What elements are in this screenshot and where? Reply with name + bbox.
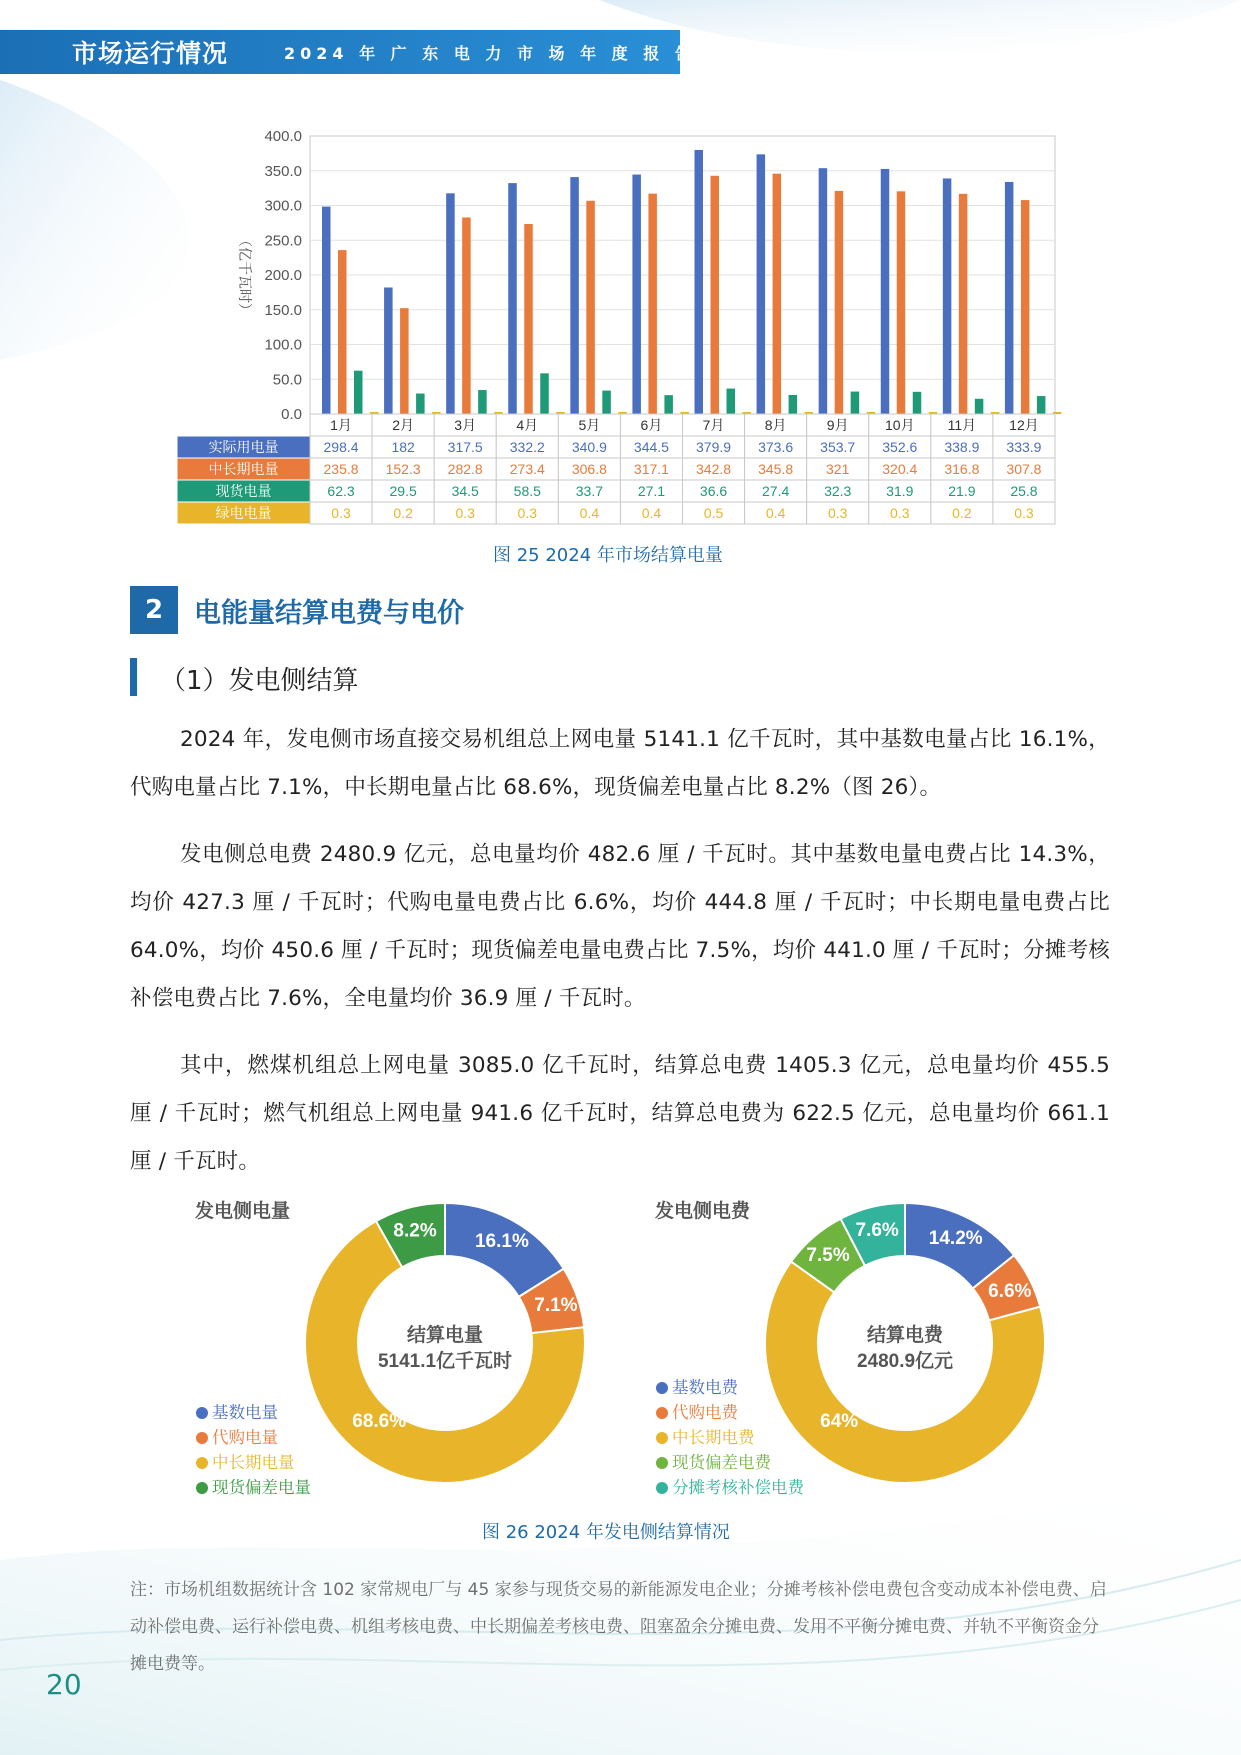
bar-实际用电量-5月: [570, 177, 579, 414]
donut-center-title: 结算电费: [866, 1325, 944, 1346]
legend-entry: 现货偏差电量: [212, 1479, 311, 1497]
bar-实际用电量-12月: [1005, 182, 1014, 414]
bar-中长期电量-6月: [648, 194, 657, 414]
bar-实际用电量-4月: [508, 183, 517, 414]
data-label: 0.3: [455, 505, 475, 521]
paragraph-2: 发电侧总电费 2480.9 亿元，总电量均价 482.6 厘 / 千瓦时。其中基数电量电费占比 14.3%，均价 427.3 厘 / 千瓦时；代购电量电费占比 6.6%，均价 444.8 厘 / 千瓦时；中长期电量电费占比 64.0%，均价 450.6 厘 / 千瓦时；现货偏差电量电费占比 7.5%，均价 441.0 厘 / 千瓦时；分摊考核补偿电费占比 7.6%，全电量均价 36.9 厘 / 千瓦时。: [130, 842, 1110, 1011]
legend-entry: 中长期电量: [208, 461, 279, 477]
legend-entry: 代购电量: [212, 1429, 278, 1447]
bar-实际用电量-10月: [881, 169, 890, 414]
slice-label: 64%: [820, 1411, 859, 1432]
legend-swatch: [196, 1457, 208, 1469]
x-tick-label: 6月: [640, 417, 663, 433]
data-label: 353.7: [820, 439, 856, 455]
bar-中长期电量-10月: [897, 191, 906, 414]
data-label: 320.4: [882, 461, 918, 477]
y-tick-label: 300.0: [264, 197, 302, 215]
bar-中长期电量-12月: [1021, 200, 1030, 414]
data-label: 235.8: [323, 461, 359, 477]
bar-中长期电量-2月: [400, 308, 409, 414]
page-number: 20: [46, 1668, 82, 1701]
generation-energy-donut: [180, 1195, 620, 1505]
legend-swatch: [656, 1382, 668, 1394]
data-label: 36.6: [699, 483, 728, 499]
figure-25-caption: 图 25 2024 年市场结算电量: [493, 545, 723, 566]
legend-entry: 实际用电量: [208, 439, 279, 455]
data-label: 0.4: [641, 505, 662, 521]
data-label: 33.7: [575, 483, 603, 499]
bar-中长期电量-9月: [835, 191, 844, 414]
y-tick-label: 250.0: [264, 232, 302, 250]
data-label: 27.1: [637, 483, 666, 499]
monthly-settlement-chart: [0, 120, 1241, 530]
data-label: 0.2: [393, 505, 413, 521]
bar-实际用电量-9月: [819, 168, 828, 414]
legend-entry: 现货偏差电费: [672, 1454, 771, 1472]
data-label: 0.3: [1014, 505, 1034, 521]
slice-label: 6.6%: [988, 1280, 1032, 1302]
legend-swatch: [656, 1482, 668, 1494]
bar-现货电量-11月: [975, 399, 984, 414]
bar-中长期电量-1月: [338, 250, 347, 414]
data-label: 27.4: [762, 483, 790, 499]
data-label: 273.4: [509, 461, 545, 477]
bar-现货电量-12月: [1037, 396, 1046, 414]
header-report-title: 2024 年 广 东 电 力 市 场 年 度 报 告: [284, 44, 696, 63]
slice-label: 14.2%: [928, 1228, 983, 1250]
slice-label: 16.1%: [474, 1231, 529, 1253]
data-label: 31.9: [886, 483, 914, 499]
y-tick-label: 400.0: [264, 128, 302, 145]
y-tick-label: 100.0: [264, 336, 302, 354]
bar-实际用电量-3月: [446, 193, 455, 414]
legend-entry: 代购电费: [672, 1404, 738, 1422]
bar-中长期电量-3月: [462, 217, 471, 414]
data-label: 352.6: [882, 439, 918, 455]
slice-label: 7.1%: [534, 1295, 578, 1317]
donut-title: 发电侧电量: [195, 1201, 291, 1222]
x-tick-label: 9月: [826, 417, 849, 433]
subsection-marker: [130, 658, 137, 696]
data-label: 306.8: [571, 461, 607, 477]
legend-swatch: [656, 1432, 668, 1444]
data-label: 373.6: [758, 439, 794, 455]
data-label: 345.8: [758, 461, 794, 477]
y-tick-label: 50.0: [272, 371, 302, 389]
data-label: 182: [391, 439, 415, 455]
legend-swatch: [656, 1457, 668, 1469]
legend-entry: 分摊考核补偿电费: [672, 1479, 804, 1497]
generation-fee-donut: [640, 1195, 1080, 1505]
data-label: 338.9: [944, 439, 980, 455]
data-label: 332.2: [509, 439, 545, 455]
bar-中长期电量-8月: [773, 174, 782, 414]
bar-实际用电量-6月: [632, 175, 641, 414]
bar-现货电量-8月: [789, 395, 798, 414]
x-tick-label: 3月: [454, 417, 477, 433]
data-label: 58.5: [513, 483, 541, 499]
section-title: 电能量结算电费与电价: [194, 598, 464, 629]
donut-title: 发电侧电费: [655, 1201, 751, 1222]
x-tick-label: 4月: [516, 417, 539, 433]
data-label: 316.8: [944, 461, 980, 477]
bar-实际用电量-2月: [384, 288, 393, 414]
section-number: 2: [130, 586, 178, 634]
bar-现货电量-7月: [727, 389, 736, 414]
data-label: 379.9: [696, 439, 732, 455]
x-tick-label: 11月: [947, 417, 977, 433]
y-tick-label: 350.0: [264, 162, 302, 180]
data-label: 25.8: [1010, 483, 1038, 499]
bar-实际用电量-11月: [943, 178, 952, 414]
legend-swatch: [196, 1432, 208, 1444]
bar-实际用电量-1月: [322, 207, 331, 414]
data-label: 340.9: [571, 439, 607, 455]
legend-entry: 基数电量: [212, 1404, 278, 1422]
bar-现货电量-3月: [478, 390, 487, 414]
paragraph-3: 其中，燃煤机组总上网电量 3085.0 亿千瓦时，结算总电费 1405.3 亿元，总电量均价 455.5 厘 / 千瓦时；燃气机组总上网电量 941.6 亿千瓦时，结算总电费为 622.5 亿元，总电量均价 661.1 厘 / 千瓦时。: [130, 1053, 1110, 1174]
slice-label: 7.5%: [806, 1245, 850, 1267]
legend-swatch: [196, 1407, 208, 1419]
data-label: 34.5: [451, 483, 479, 499]
bar-现货电量-1月: [354, 371, 363, 414]
legend-entry: 中长期电费: [672, 1429, 755, 1447]
x-tick-label: 8月: [764, 417, 787, 433]
data-label: 32.3: [824, 483, 852, 499]
data-label: 333.9: [1006, 439, 1042, 455]
donut-center-title: 结算电量: [406, 1325, 484, 1346]
data-label: 152.3: [385, 461, 421, 477]
data-label: 344.5: [633, 439, 669, 455]
y-axis-label: （亿千瓦时）: [237, 233, 253, 317]
legend-entry: 基数电费: [672, 1379, 738, 1397]
slice-label: 8.2%: [393, 1220, 437, 1242]
data-label: 0.3: [890, 505, 910, 521]
header-section-title: 市场运行情况: [72, 39, 229, 68]
paragraph-1: 2024 年，发电侧市场直接交易机组总上网电量 5141.1 亿千瓦时，其中基数电量占比 16.1%，代购电量占比 7.1%，中长期电量占比 68.6%，现货偏差电量占比 8.2%（图 26）。: [130, 727, 1110, 800]
y-tick-label: 200.0: [264, 267, 302, 284]
data-label: 21.9: [948, 483, 976, 499]
data-label: 0.4: [579, 505, 600, 521]
legend-swatch: [656, 1407, 668, 1419]
data-label: 0.2: [952, 505, 972, 521]
x-tick-label: 1月: [330, 417, 352, 433]
x-tick-label: 7月: [702, 417, 725, 433]
data-label: 317.1: [633, 461, 669, 477]
legend-entry: 中长期电量: [212, 1454, 295, 1472]
data-label: 282.8: [447, 461, 483, 477]
slice-label: 68.6%: [352, 1411, 407, 1432]
bar-现货电量-4月: [540, 373, 549, 414]
slice-label: 7.6%: [855, 1219, 899, 1241]
figure-26-caption: 图 26 2024 年发电侧结算情况: [482, 1522, 730, 1543]
data-label: 342.8: [696, 461, 732, 477]
bar-现货电量-6月: [664, 395, 673, 414]
bar-中长期电量-11月: [959, 194, 968, 414]
legend-swatch: [196, 1482, 208, 1494]
data-label: 0.3: [331, 505, 351, 521]
donut-center-value: 5141.1亿千瓦时: [377, 1351, 513, 1372]
data-label: 307.8: [1006, 461, 1042, 477]
data-label: 0.3: [827, 505, 848, 521]
y-tick-label: 150.0: [264, 301, 302, 319]
data-label: 0.4: [765, 505, 786, 521]
bar-实际用电量-7月: [695, 150, 704, 414]
data-label: 29.5: [389, 483, 417, 499]
footnote: 注：市场机组数据统计含 102 家常规电厂与 45 家参与现货交易的新能源发电企业；分摊考核补偿电费包含变动成本补偿电费、启动补偿电费、运行补偿电费、机组考核电费、中长期偏差考核电费、阻塞盈余分摊电费、发用不平衡分摊电费、并轨不平衡资金分摊电费等。: [130, 1580, 1107, 1674]
bar-实际用电量-8月: [757, 154, 766, 414]
bar-中长期电量-4月: [524, 224, 533, 414]
data-label: 298.4: [323, 439, 359, 455]
bar-中长期电量-5月: [586, 201, 595, 414]
donut-center-value: 2480.9亿元: [856, 1351, 954, 1372]
legend-entry: 绿电电量: [215, 505, 272, 521]
data-label: 317.5: [447, 439, 483, 455]
bar-现货电量-5月: [602, 391, 611, 414]
legend-entry: 现货电量: [215, 483, 272, 499]
bar-现货电量-9月: [851, 392, 860, 414]
bar-中长期电量-7月: [711, 176, 720, 414]
x-tick-label: 12月: [1009, 417, 1039, 433]
x-tick-label: 5月: [578, 417, 601, 433]
subsection-title: （1）发电侧结算: [160, 666, 359, 696]
data-label: 0.5: [703, 505, 724, 521]
y-tick-label: 0.0: [281, 406, 302, 423]
data-label: 321: [826, 461, 850, 477]
data-label: 0.3: [517, 505, 538, 521]
x-tick-label: 2月: [392, 417, 415, 433]
data-label: 62.3: [327, 483, 355, 499]
x-tick-label: 10月: [885, 417, 915, 433]
bar-现货电量-10月: [913, 392, 922, 414]
bar-现货电量-2月: [416, 393, 425, 414]
